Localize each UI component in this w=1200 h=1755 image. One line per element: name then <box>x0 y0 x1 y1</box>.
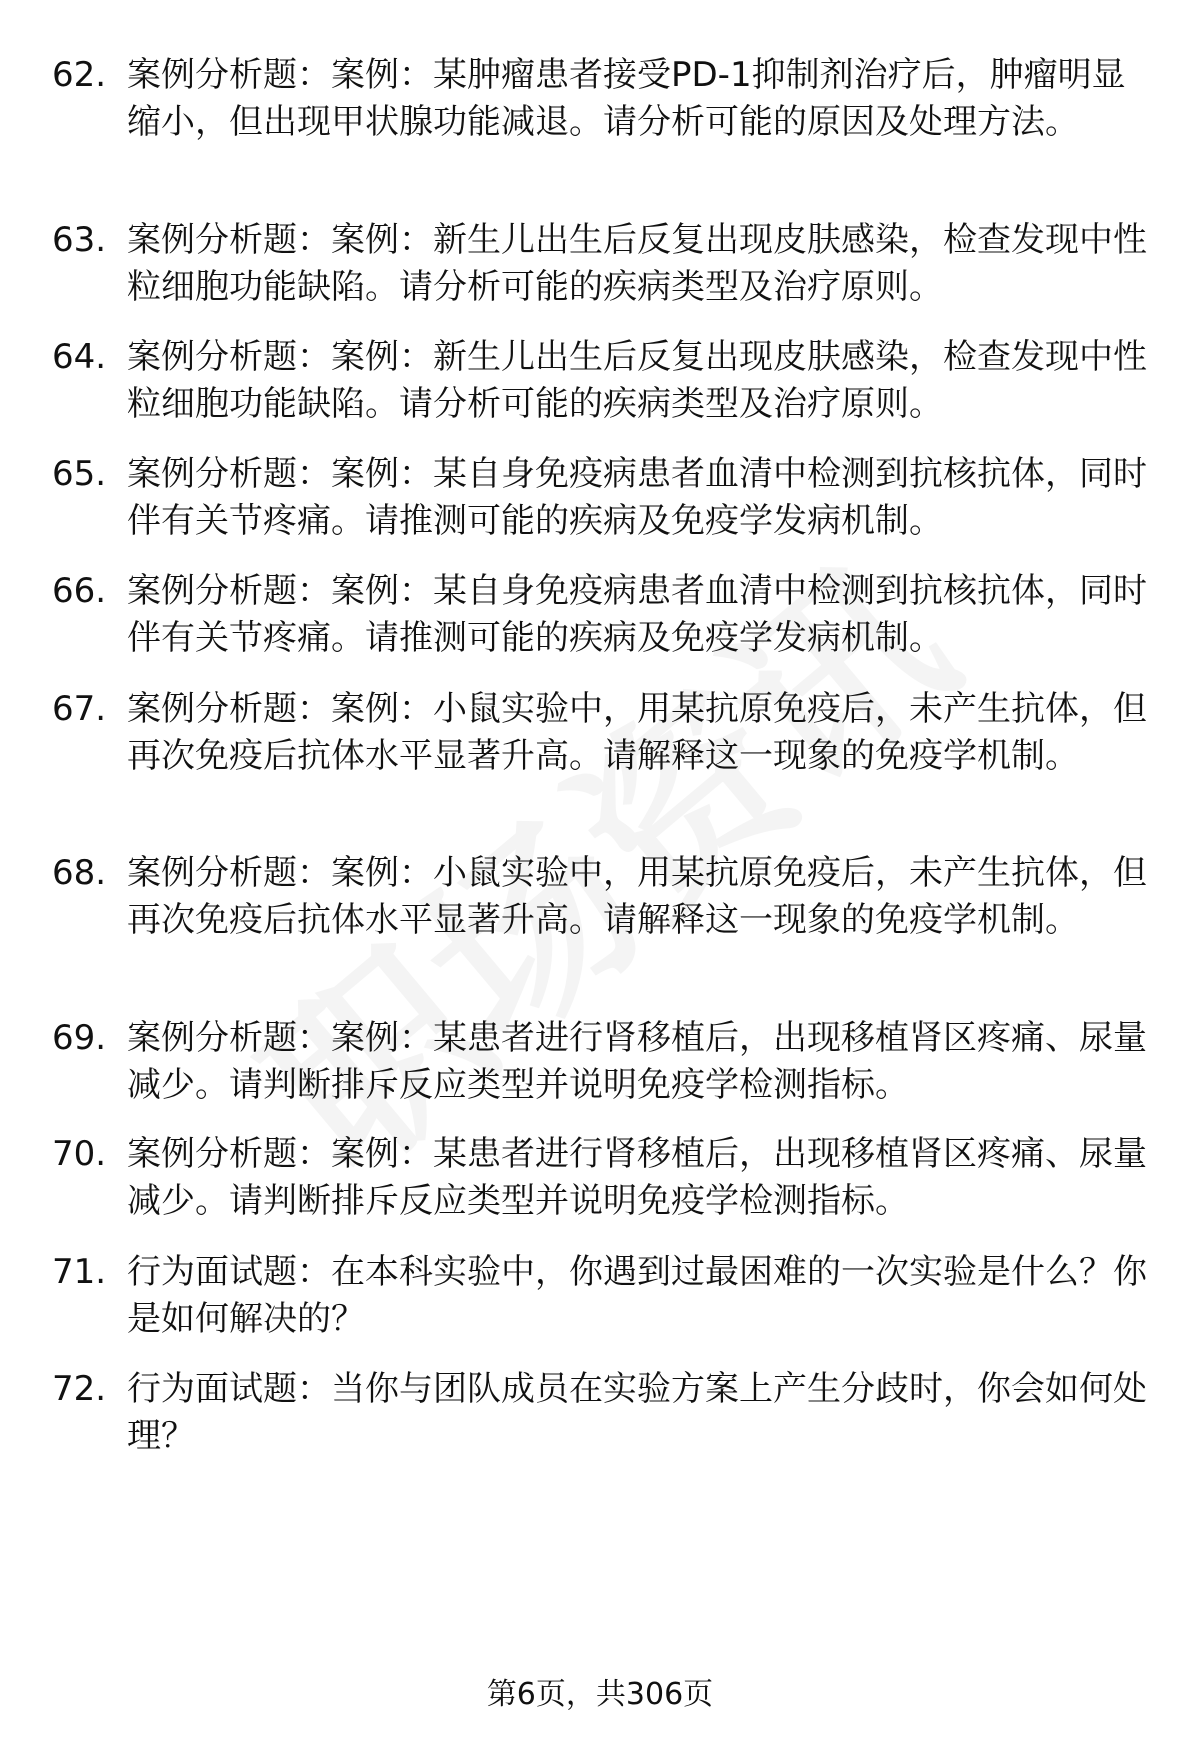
question-number: 67. <box>52 689 107 729</box>
question-text: 案例分析题：案例：某患者进行肾移植后，出现移植肾区疼痛、尿量减少。请判断排斥反应类型并说明免疫学检测指标。 <box>127 1018 1147 1105</box>
question-text: 案例分析题：案例：某肿瘤患者接受PD-1抑制剂治疗后，肿瘤明显缩小，但出现甲状腺功能减退。请分析可能的原因及处理方法。 <box>127 55 1126 142</box>
question-number: 72. <box>52 1369 107 1409</box>
question-number: 70. <box>52 1134 107 1174</box>
question-number: 62. <box>52 55 107 95</box>
question-number: 65. <box>52 454 107 494</box>
question-text: 案例分析题：案例：小鼠实验中，用某抗原免疫后，未产生抗体，但再次免疫后抗体水平显著升高。请解释这一现象的免疫学机制。 <box>127 689 1147 776</box>
question-number: 66. <box>52 571 107 611</box>
question-number: 71. <box>52 1252 107 1292</box>
page-footer: 第6页，共306页 <box>486 1677 714 1712</box>
question-text: 行为面试题：在本科实验中，你遇到过最困难的一次实验是什么？你是如何解决的？ <box>127 1252 1147 1339</box>
question-number: 68. <box>52 853 107 893</box>
question-number: 69. <box>52 1018 107 1058</box>
question-text: 案例分析题：案例：某患者进行肾移植后，出现移植肾区疼痛、尿量减少。请判断排斥反应类型并说明免疫学检测指标。 <box>127 1134 1147 1221</box>
question-text: 案例分析题：案例：某自身免疫病患者血清中检测到抗核抗体，同时伴有关节疼痛。请推测可能的疾病及免疫学发病机制。 <box>127 454 1147 541</box>
question-text: 案例分析题：案例：小鼠实验中，用某抗原免疫后，未产生抗体，但再次免疫后抗体水平显著升高。请解释这一现象的免疫学机制。 <box>127 853 1147 940</box>
question-number: 63. <box>52 220 107 260</box>
question-text: 案例分析题：案例：新生儿出生后反复出现皮肤感染，检查发现中性粒细胞功能缺陷。请分析可能的疾病类型及治疗原则。 <box>127 337 1147 424</box>
question-number: 64. <box>52 337 107 377</box>
question-text: 案例分析题：案例：新生儿出生后反复出现皮肤感染，检查发现中性粒细胞功能缺陷。请分析可能的疾病类型及治疗原则。 <box>127 220 1147 307</box>
question-text: 案例分析题：案例：某自身免疫病患者血清中检测到抗核抗体，同时伴有关节疼痛。请推测可能的疾病及免疫学发病机制。 <box>127 571 1147 658</box>
question-text: 行为面试题：当你与团队成员在实验方案上产生分歧时，你会如何处理？ <box>127 1369 1147 1456</box>
